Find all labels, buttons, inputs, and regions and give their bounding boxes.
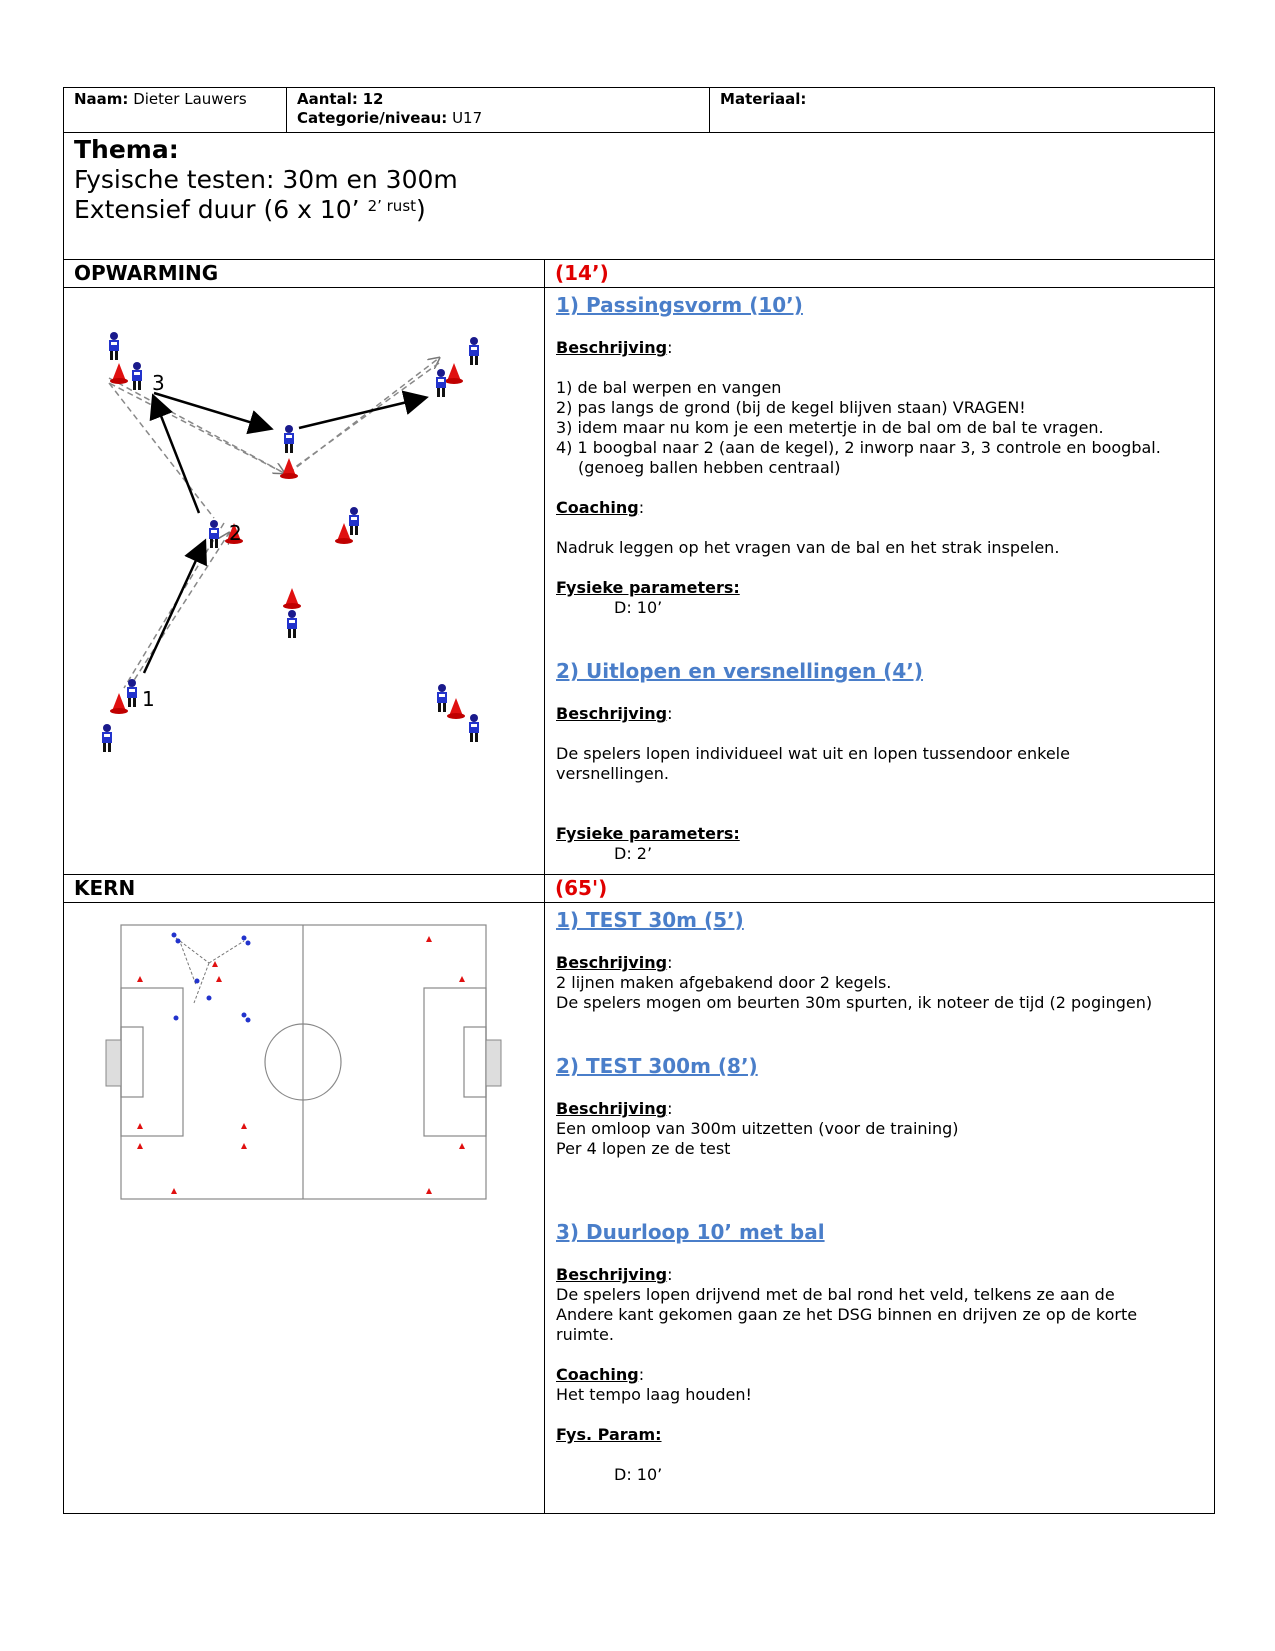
player-icon: [349, 507, 359, 535]
goal-box-left: [121, 1027, 143, 1097]
opwarming-title: OPWARMING: [64, 260, 545, 288]
goal-right: [486, 1040, 501, 1086]
aantal-cell: Aantal: 12 Categorie/niveau: U17: [287, 88, 710, 133]
diagram-label-2: 2: [229, 521, 242, 545]
cone-icon: [110, 693, 128, 714]
naam-value: Dieter Lauwers: [133, 90, 247, 108]
passingsvorm-fys: D: 10’: [614, 598, 663, 617]
thema-row: [64, 133, 1215, 260]
opwarming-header: [64, 260, 1215, 288]
player-icon: [209, 520, 219, 548]
test30-line-1: 2 lijnen maken afgebakend door 2 kegels.: [556, 973, 892, 992]
opwarming-duration: (14’): [545, 260, 1215, 288]
thema-line2: Extensief duur (6 x 10’ $^{2’ rust}$): [74, 195, 426, 224]
uitlopen-fys: D: 2’: [614, 844, 653, 863]
field-cones: [137, 936, 465, 1194]
passingsvorm-line-4: 4) 1 boogbal naar 2 (aan de kegel), 2 inworp naar 3, 3 controle en boogbal.: [556, 438, 1161, 457]
kern-header: [64, 875, 1215, 903]
opwarming-diagram-cell: [64, 288, 545, 875]
player-icon: [109, 332, 119, 360]
duurloop-line-1: De spelers lopen drijvend met de bal rond het veld, telkens ze aan de: [556, 1285, 1115, 1304]
cone-icon: [283, 588, 301, 609]
cone-icon: [280, 458, 298, 479]
kern-diagram-cell: [64, 903, 545, 1514]
football-field-diagram: [64, 903, 544, 1203]
test30-line-2: De spelers mogen om beurten 30m spurten, ik noteer de tijd (2 pogingen): [556, 993, 1153, 1012]
opwarming-body: [64, 288, 1215, 875]
ex-test30-title: 1) TEST 30m (5’): [556, 908, 744, 932]
categorie-value: U17: [452, 109, 483, 127]
diagram-label-1: 1: [142, 687, 155, 711]
player-icon: [436, 369, 446, 397]
kern-text-cell: 1) TEST 30m (5’) Beschrijving: 2 lijnen maken afgebakend door 2 kegels. De spelers mogen om beurten 30m spurten, ik noteer de tijd (2 pogingen) 2) TEST 300m (8’) Beschrijving: Een omloop van 300m uitzetten (voor de training) Per 4 lopen ze de test 3) Duurloop 10’ met bal Beschrijving: De spelers lopen drijvend met de bal rond het veld, telkens ze aan de Andere kant gekomen gaan ze het DSG binnen en drijven ze op de korte ruimte. Coaching: Het tempo laag houden! Fys. Param: D: 10’: [545, 903, 1215, 1514]
kern-title: KERN: [64, 875, 545, 903]
ex-duurloop-title: 3) Duurloop 10’ met bal: [556, 1220, 825, 1244]
passingsvorm-line-5: (genoeg ballen hebben centraal): [578, 458, 841, 477]
duurloop-coaching: Het tempo laag houden!: [556, 1385, 752, 1404]
ex-uitlopen-title: 2) Uitlopen en versnellingen (4’): [556, 659, 923, 683]
passingsvorm-line-1: 1) de bal werpen en vangen: [556, 378, 782, 397]
player-icon: [287, 610, 297, 638]
diagram-label-3: 3: [152, 371, 165, 395]
training-sheet: [63, 87, 1214, 1514]
player-icon: [469, 337, 479, 365]
ex-passingsvorm-title: 1) Passingsvorm (10’): [556, 293, 803, 317]
goal-left: [106, 1040, 121, 1086]
thema-line1: Fysische testen: 30m en 300m: [74, 165, 458, 194]
cone-icon: [445, 363, 463, 384]
uitlopen-line-1: De spelers lopen individueel wat uit en lopen tussendoor enkele: [556, 744, 1070, 763]
test300-line-2: Per 4 lopen ze de test: [556, 1139, 731, 1158]
player-icon: [469, 714, 479, 742]
player-icon: [102, 724, 112, 752]
duurloop-line-3: ruimte.: [556, 1325, 614, 1344]
penalty-box-left: [121, 988, 183, 1136]
materiaal-cell: Materiaal:: [710, 88, 1215, 133]
uitlopen-line-2: versnellingen.: [556, 764, 669, 783]
test300-line-1: Een omloop van 300m uitzetten (voor de training): [556, 1119, 959, 1138]
passingsvorm-coaching: Nadruk leggen op het vragen van de bal en het strak inspelen.: [556, 538, 1060, 557]
kern-duration: (65'): [545, 875, 1215, 903]
cone-icon: [110, 363, 128, 384]
duurloop-fys: D: 10’: [614, 1465, 663, 1484]
kern-body: [64, 903, 1215, 1514]
goal-box-right: [464, 1027, 486, 1097]
training-table: [63, 87, 1215, 1514]
passing-drill-diagram: [64, 288, 544, 848]
naam-cell: Naam: Dieter Lauwers: [64, 88, 287, 133]
aantal-value: 12: [362, 90, 384, 108]
penalty-box-right: [424, 988, 486, 1136]
ex-test300-title: 2) TEST 300m (8’): [556, 1054, 758, 1078]
player-icon: [284, 425, 294, 453]
opwarming-text-cell: 1) Passingsvorm (10’) Beschrijving: 1) de bal werpen en vangen 2) pas langs de grond (bij de kegel blijven staan) VRAGEN! 3) idem maar nu kom je een metertje in de bal om de bal te vragen. 4) 1 boogbal naar 2 (aan de kegel), 2 inworp naar 3, 3 controle en boogbal. (genoeg ballen hebben centraal) Coaching: Nadruk leggen op het vragen van de bal en het strak inspelen. Fysieke parameters: D: 10’ 2) Uitlopen en versnellingen (4’) Beschrijving: De spelers lopen individueel wat uit en lopen tussendoor enkele versnellingen. Fysieke parameters: D: 2’: [545, 288, 1215, 875]
passingsvorm-line-2: 2) pas langs de grond (bij de kegel blijven staan) VRAGEN!: [556, 398, 1026, 417]
passingsvorm-line-3: 3) idem maar nu kom je een metertje in de bal om de bal te vragen.: [556, 418, 1104, 437]
cone-icon: [447, 698, 465, 719]
thema-label: Thema:: [74, 135, 179, 164]
duurloop-line-2: Andere kant gekomen gaan ze het DSG binnen en drijven ze op de korte: [556, 1305, 1138, 1324]
player-icon: [127, 679, 137, 707]
header-row: [64, 88, 1215, 133]
player-icon: [132, 362, 142, 390]
player-icon: [437, 684, 447, 712]
